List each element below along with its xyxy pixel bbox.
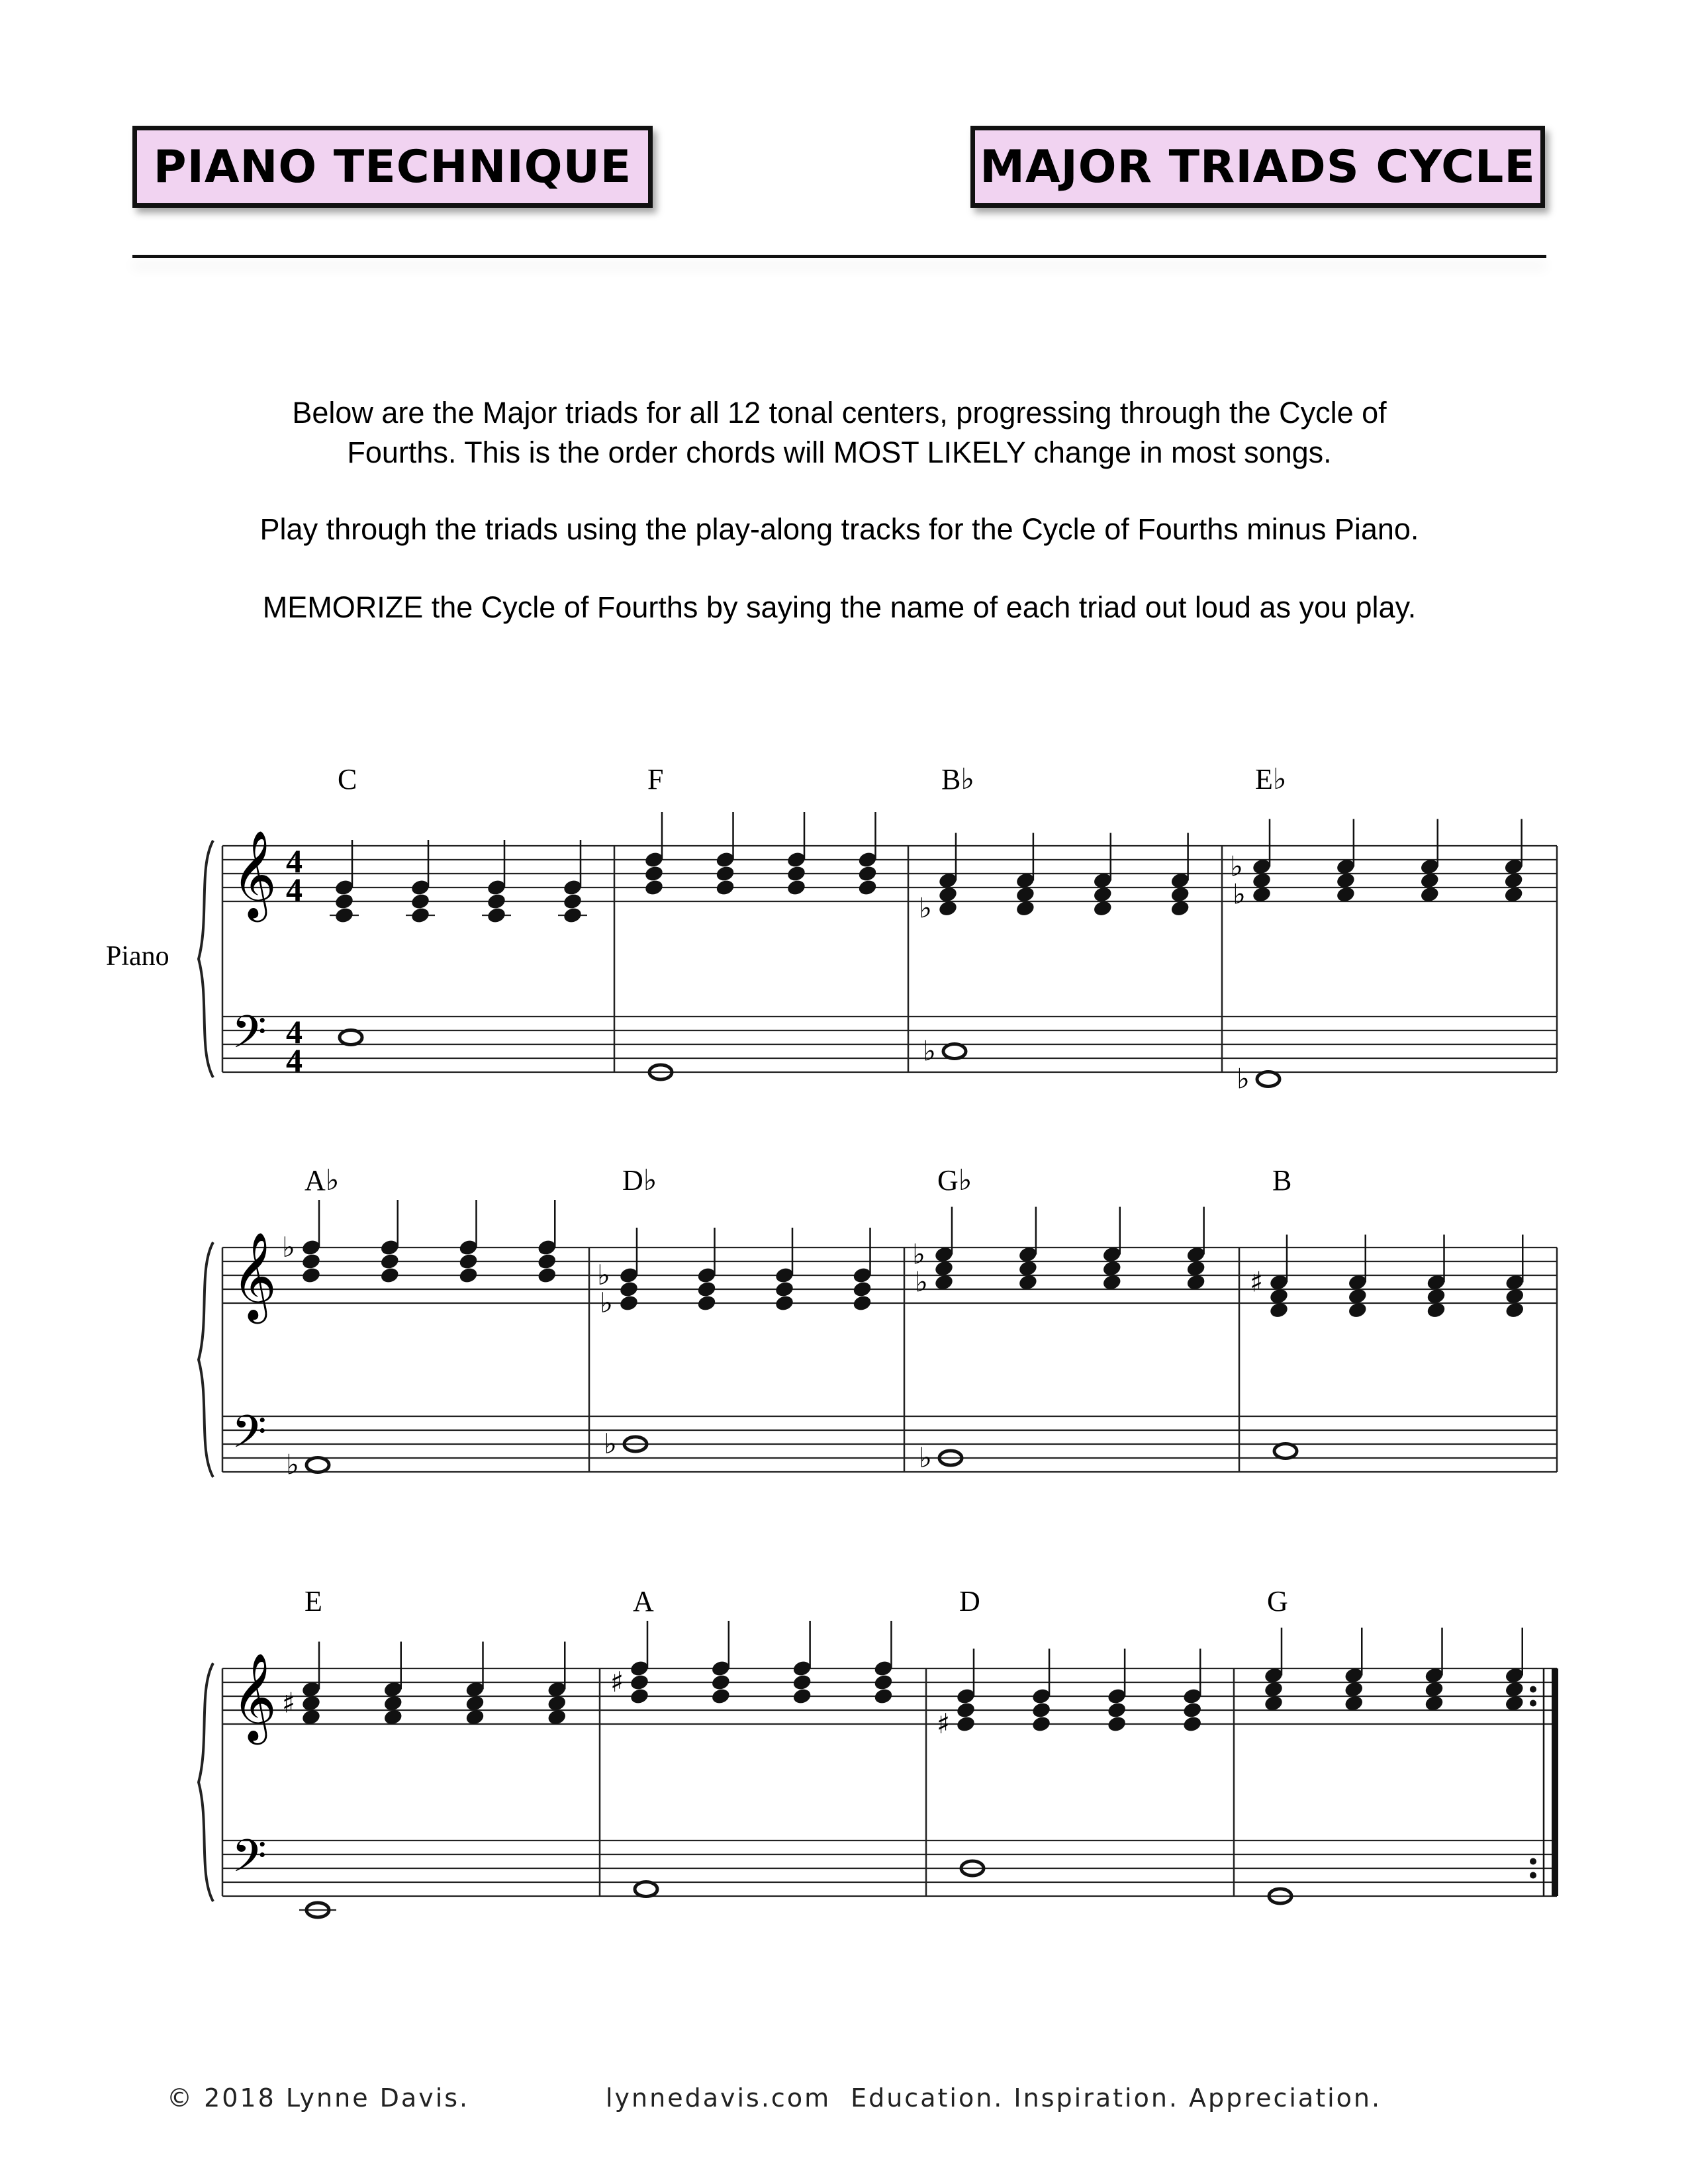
note-head xyxy=(410,892,430,911)
intro-paragraph-3: MEMORIZE the Cycle of Fourths by saying the name of each triad out loud as you play. xyxy=(262,590,1417,624)
note-head xyxy=(710,1687,731,1706)
intro-line: Fourths. This is the order chords will MOST LIKELY change in most songs. xyxy=(347,435,1332,469)
note-head xyxy=(696,1294,717,1312)
repeat-dot xyxy=(1530,1872,1536,1879)
accidental: ♭ xyxy=(1233,878,1246,911)
note-head xyxy=(857,864,878,883)
note-head xyxy=(562,892,583,911)
footer-tagline: Education. Inspiration. Appreciation. xyxy=(851,2083,1382,2113)
bass-clef: 𝄢 xyxy=(232,1406,267,1469)
chord-symbol: E♭ xyxy=(1255,763,1287,796)
accidental: ♯ xyxy=(937,1707,951,1740)
footer-website: lynnedavis.com xyxy=(606,2083,831,2113)
accidental: ♭ xyxy=(923,1034,936,1068)
accidental: ♭ xyxy=(915,1265,928,1298)
note-head xyxy=(537,1252,557,1271)
repeat-dot xyxy=(1530,1700,1536,1707)
chord-symbol: D♭ xyxy=(622,1164,657,1197)
note-head xyxy=(629,1687,649,1706)
note-head xyxy=(379,1266,400,1285)
whole-note xyxy=(635,1882,657,1897)
section-tag-label: PIANO TECHNIQUE xyxy=(153,140,632,193)
note-head xyxy=(410,906,430,925)
note-head xyxy=(486,906,506,925)
instrument-label: Piano xyxy=(106,941,169,972)
whole-note xyxy=(306,1458,329,1473)
note-head xyxy=(458,1252,479,1271)
accidental: ♭ xyxy=(600,1287,613,1319)
accidental: ♯ xyxy=(610,1666,624,1698)
whole-note xyxy=(1274,1444,1297,1459)
footer-links xyxy=(606,2083,1401,2113)
note-head xyxy=(301,1266,321,1285)
bass-clef: 𝄢 xyxy=(232,1007,267,1069)
chord-symbol: D xyxy=(959,1585,980,1617)
chord-symbol: G xyxy=(1267,1585,1288,1617)
time-signature-denominator: 4 xyxy=(286,871,303,908)
note-head xyxy=(486,892,506,911)
time-signature-numerator: 4 xyxy=(286,842,303,880)
brace xyxy=(199,1242,213,1477)
note-head xyxy=(643,864,664,883)
note-head xyxy=(618,1294,639,1312)
note-head xyxy=(1182,1715,1203,1733)
note-head xyxy=(696,1280,717,1298)
note-head xyxy=(301,1252,321,1271)
chord-symbol: G♭ xyxy=(937,1164,972,1197)
intro-line: Below are the Major triads for all 12 tonal centers, progressing through the Cycle of xyxy=(292,396,1387,430)
time-signature-numerator: 4 xyxy=(286,1013,303,1050)
accidental: ♭ xyxy=(1237,1062,1250,1095)
note-head xyxy=(774,1280,794,1298)
accidental: ♭ xyxy=(282,1231,295,1263)
note-head xyxy=(873,1673,894,1692)
repeat-dot xyxy=(1530,1686,1536,1693)
note-head xyxy=(852,1294,872,1312)
note-head xyxy=(857,878,878,897)
chord-symbol: A♭ xyxy=(305,1164,340,1197)
note-head xyxy=(955,1715,976,1733)
note-head xyxy=(1031,1701,1051,1719)
note-head xyxy=(715,864,735,883)
note-head xyxy=(786,878,806,897)
music-layer xyxy=(199,763,1558,1917)
note-head xyxy=(334,892,354,911)
note-head xyxy=(1182,1701,1203,1719)
note-head xyxy=(786,864,806,883)
intro-paragraph-2: Play through the triads using the play-along tracks for the Cycle of Fourths minus Piano. xyxy=(259,512,1419,546)
note-head xyxy=(537,1266,557,1285)
note-head xyxy=(852,1280,872,1298)
note-head xyxy=(710,1673,731,1692)
chord-symbol: E xyxy=(305,1585,322,1617)
accidental: ♭ xyxy=(919,1441,932,1474)
accidental: ♯ xyxy=(1250,1265,1264,1298)
note-head xyxy=(1106,1701,1127,1719)
chord-symbol: F xyxy=(647,763,664,796)
note-head xyxy=(562,906,583,925)
repeat-dot xyxy=(1530,1858,1536,1865)
note-head xyxy=(1106,1715,1127,1733)
accidental: ♭ xyxy=(919,891,932,925)
accidental: ♯ xyxy=(282,1686,296,1719)
brace xyxy=(199,841,213,1077)
accidental: ♭ xyxy=(912,1238,925,1271)
note-head xyxy=(955,1701,976,1719)
section-tag-label: MAJOR TRIADS CYCLE xyxy=(980,140,1536,193)
note-head xyxy=(458,1266,479,1285)
chord-symbol: C xyxy=(338,763,357,796)
brace xyxy=(199,1663,213,1901)
note-head xyxy=(643,878,664,897)
accidental: ♭ xyxy=(286,1448,299,1481)
time-signature-denominator: 4 xyxy=(286,1042,303,1079)
accidental: ♭ xyxy=(604,1428,617,1460)
note-head xyxy=(1031,1715,1051,1733)
chord-symbol: B♭ xyxy=(941,763,975,796)
note-head xyxy=(334,906,354,925)
note-head xyxy=(715,878,735,897)
note-head xyxy=(618,1280,639,1298)
note-head xyxy=(792,1673,812,1692)
treble-clef: 𝄞 xyxy=(232,1653,277,1741)
note-head xyxy=(873,1687,894,1706)
whole-note xyxy=(943,1044,966,1059)
treble-clef: 𝄞 xyxy=(232,1232,277,1320)
whole-note xyxy=(340,1030,362,1045)
whole-note xyxy=(1257,1072,1280,1087)
final-barline xyxy=(1552,1668,1558,1896)
note-head xyxy=(379,1252,400,1271)
accidental: ♭ xyxy=(1230,850,1243,883)
accidental: ♭ xyxy=(597,1259,610,1291)
chord-symbol: A xyxy=(633,1585,654,1617)
note-head xyxy=(792,1687,812,1706)
note-head xyxy=(774,1294,794,1312)
footer-copyright: © 2018 Lynne Davis. xyxy=(167,2083,470,2113)
chord-symbol: B xyxy=(1272,1164,1292,1197)
treble-clef: 𝄞 xyxy=(232,830,277,919)
note-head xyxy=(629,1673,649,1692)
bass-clef: 𝄢 xyxy=(232,1831,267,1893)
